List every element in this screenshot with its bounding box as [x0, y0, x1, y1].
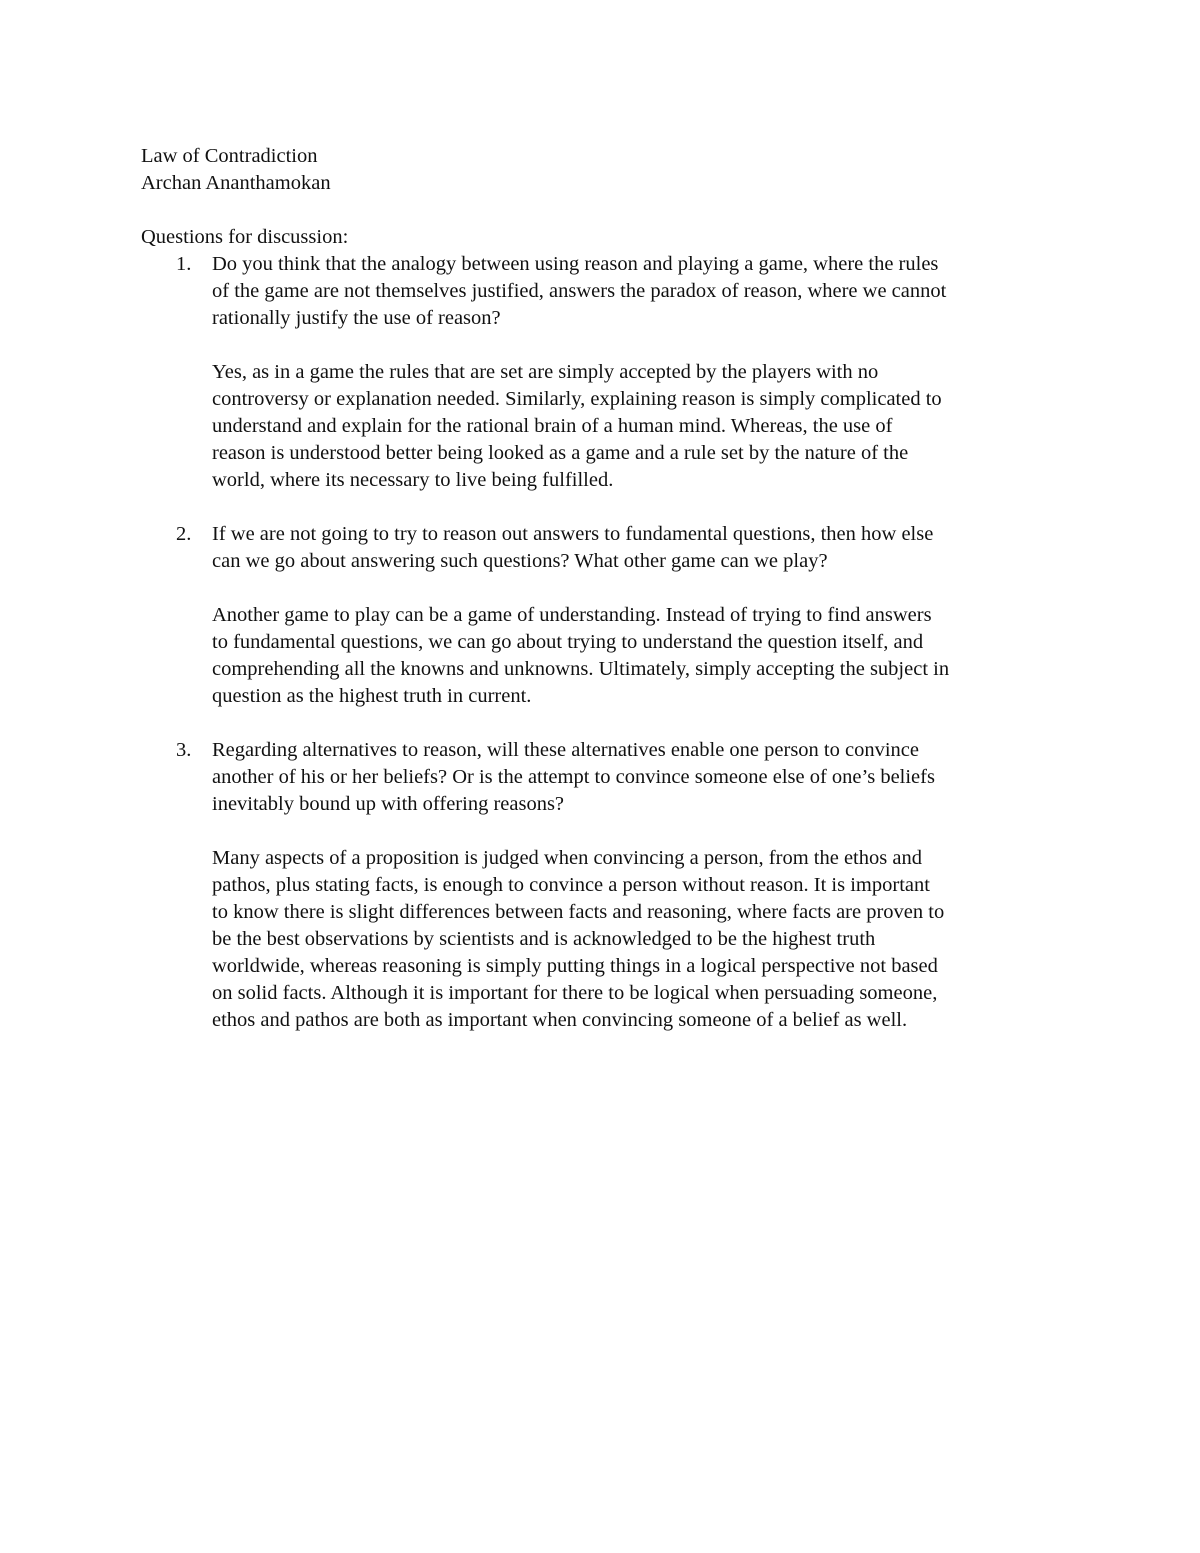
question-item	[141, 521, 1071, 710]
question-item	[141, 737, 1071, 1034]
questions-intro: Questions for discussion:	[141, 226, 349, 248]
question-number: 2.	[176, 523, 192, 545]
answer-line: on solid facts. Although it is important for there to be logical when persuading someone,	[212, 982, 938, 1004]
answer-line: Many aspects of a proposition is judged when convincing a person, from the ethos and	[212, 847, 922, 869]
question-item	[141, 251, 1071, 494]
question-text	[212, 521, 1071, 575]
answer-line: Another game to play can be a game of understanding. Instead of trying to find answers	[212, 604, 932, 626]
document-author: Archan Ananthamokan	[141, 172, 331, 194]
question-line: can we go about answering such questions? What other game can we play?	[212, 550, 828, 572]
question-number: 1.	[176, 253, 192, 275]
answer-text	[212, 845, 1071, 1034]
answer-line: Yes, as in a game the rules that are set are simply accepted by the players with no	[212, 361, 879, 383]
question-line: If we are not going to try to reason out answers to fundamental questions, then how else	[212, 523, 934, 545]
answer-line: understand and explain for the rational brain of a human mind. Whereas, the use of	[212, 415, 893, 437]
question-text	[212, 251, 1071, 332]
questions-list	[141, 251, 1071, 1034]
question-line: of the game are not themselves justified, answers the paradox of reason, where we cannot	[212, 280, 947, 302]
answer-line: pathos, plus stating facts, is enough to convince a person without reason. It is important	[212, 874, 930, 896]
document-body	[141, 143, 1071, 1061]
answer-line: world, where its necessary to live being fulfilled.	[212, 469, 614, 491]
document-title: Law of Contradiction	[141, 145, 318, 167]
question-line: another of his or her beliefs? Or is the attempt to convince someone else of one’s beliefs	[212, 766, 935, 788]
answer-text	[212, 602, 1071, 710]
question-line: rationally justify the use of reason?	[212, 307, 501, 329]
question-text	[212, 737, 1071, 818]
answer-line: be the best observations by scientists and is acknowledged to be the highest truth	[212, 928, 876, 950]
answer-line: ethos and pathos are both as important when convincing someone of a belief as well.	[212, 1009, 908, 1031]
answer-line: to know there is slight differences between facts and reasoning, where facts are proven to	[212, 901, 945, 923]
answer-line: to fundamental questions, we can go about trying to understand the question itself, and	[212, 631, 924, 653]
question-line: Do you think that the analogy between using reason and playing a game, where the rules	[212, 253, 939, 275]
answer-text	[212, 359, 1071, 494]
question-line: inevitably bound up with offering reasons?	[212, 793, 565, 815]
answer-line: comprehending all the knowns and unknowns. Ultimately, simply accepting the subject in	[212, 658, 950, 680]
answer-line: worldwide, whereas reasoning is simply putting things in a logical perspective not based	[212, 955, 938, 977]
answer-line: question as the highest truth in current.	[212, 685, 532, 707]
question-line: Regarding alternatives to reason, will these alternatives enable one person to convince	[212, 739, 919, 761]
answer-line: controversy or explanation needed. Similarly, explaining reason is simply complicated to	[212, 388, 942, 410]
answer-line: reason is understood better being looked as a game and a rule set by the nature of the	[212, 442, 909, 464]
question-number: 3.	[176, 739, 192, 761]
document-header	[141, 143, 1071, 197]
